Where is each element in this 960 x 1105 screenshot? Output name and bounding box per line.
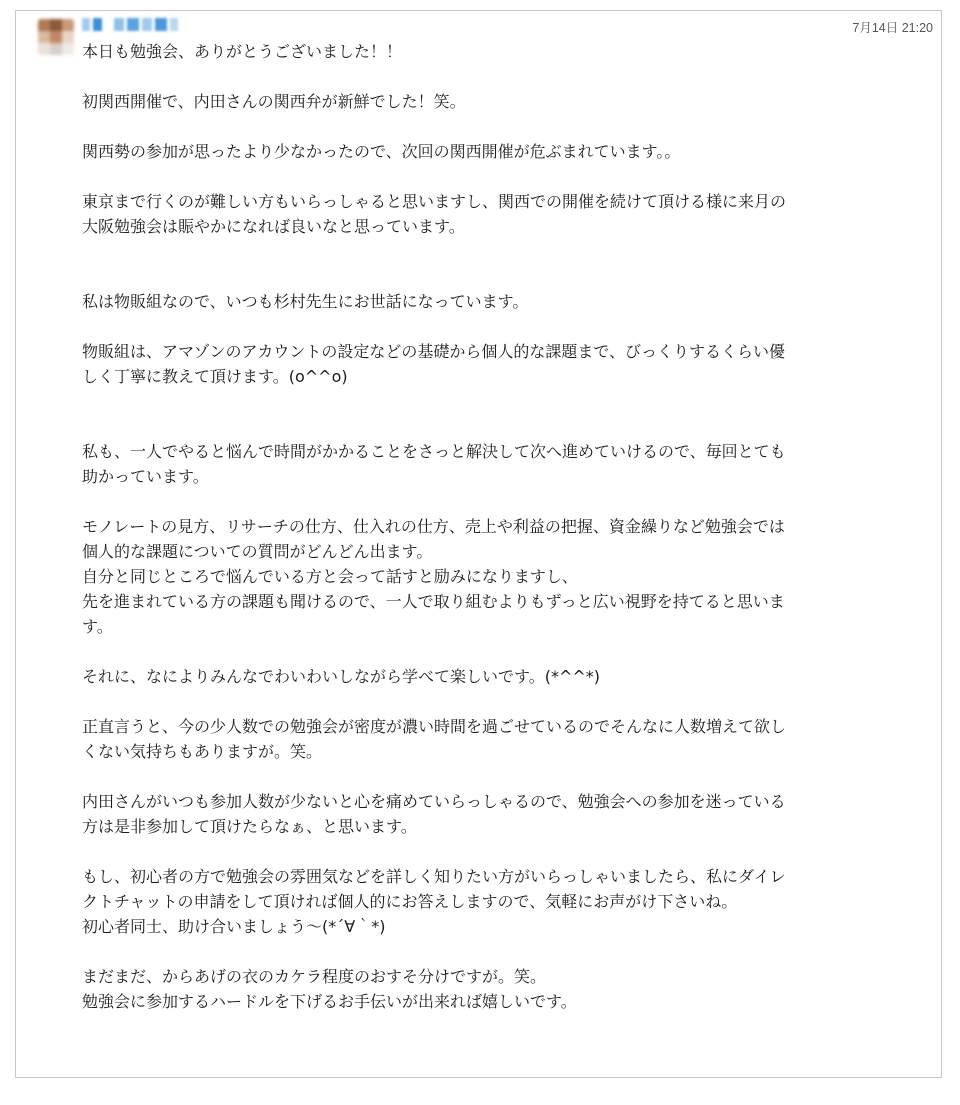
message-line: 個人的な課題についての質問がどんどん出ます。 xyxy=(82,542,433,561)
message-line xyxy=(82,689,872,714)
message-card xyxy=(15,10,942,1078)
username[interactable] xyxy=(82,18,178,32)
message-line: 内田さんがいつも参加人数が少ないと心を痛めていらっしゃるので、勉強会への参加を迷っている xyxy=(82,792,786,811)
message-line: 私も、一人でやると悩んで時間がかかることをさっと解決して次へ進めていけるので、毎回とても xyxy=(82,442,786,461)
message-line: 私は物販組なので、いつも杉村先生にお世話になっています。 xyxy=(82,292,529,311)
message-line: くない気持ちもありますが。笑。 xyxy=(82,742,323,761)
message-line: 物販組は、アマゾンのアカウントの設定などの基礎から個人的な課題まで、びっくりするくらい優 xyxy=(82,342,786,361)
username-label xyxy=(82,18,172,33)
message-line xyxy=(82,764,872,789)
message-line: 先を進まれている方の課題も聞けるので、一人で取り組むよりもずっと広い視野を持てると思いま xyxy=(82,592,785,611)
message-line: 大阪勉強会は賑やかになれば良いなと思っています。 xyxy=(82,217,465,236)
message-line: す。 xyxy=(82,617,113,636)
message-line xyxy=(82,314,872,339)
timestamp[interactable]: 7月14日 21:20 xyxy=(852,21,933,35)
message-line: クトチャットの申請をして頂ければ個人的にお答えしますので、気軽にお声がけ下さいね。 xyxy=(82,892,738,911)
message-line: しく丁寧に教えて頂けます。(o^^o) xyxy=(82,367,348,386)
message-line xyxy=(82,389,872,414)
message-line: 関西勢の参加が思ったより少なかったので、次回の関西開催が危ぶまれています。。 xyxy=(82,142,681,161)
message-line xyxy=(82,939,872,964)
message-line: 助かっています。 xyxy=(82,467,209,486)
message-line xyxy=(82,239,872,264)
message-body xyxy=(82,39,872,1014)
message-line: 正直言うと、今の少人数での勉強会が密度が濃い時間を過ごせているのでそんなに人数増えて欲し xyxy=(82,717,787,736)
message-line xyxy=(82,64,872,89)
message-line: まだまだ、からあげの衣のカケラ程度のおすそ分けですが。笑。 xyxy=(82,967,547,986)
message-line: 初関西開催で、内田さんの関西弁が新鮮でした！笑。 xyxy=(82,92,466,111)
message-line: 初心者同士、助け合いましょう〜(*´∀｀*) xyxy=(82,917,386,936)
message-line: 自分と同じところで悩んでいる方と会って話すと励みになりますし、 xyxy=(82,567,578,586)
avatar[interactable] xyxy=(38,19,74,55)
message-line: 東京まで行くのが難しい方もいらっしゃると思いますし、関西での開催を続けて頂ける様に来月の xyxy=(82,192,787,211)
message-line xyxy=(82,164,872,189)
message-line xyxy=(82,639,872,664)
message-line xyxy=(82,489,872,514)
message-line: 本日も勉強会、ありがとうございました！！ xyxy=(82,42,403,61)
message-line: 勉強会に参加するハードルを下げるお手伝いが出来れば嬉しいです。 xyxy=(82,992,577,1011)
message-line: モノレートの見方、リサーチの仕方、仕入れの仕方、売上や利益の把握、資金繰りなど勉強会では xyxy=(82,517,785,536)
message-line xyxy=(82,839,872,864)
message-line: 方は是非参加して頂けたらなぁ、と思います。 xyxy=(82,817,417,836)
message-line xyxy=(82,264,872,289)
message-line xyxy=(82,114,872,139)
message-line: それに、なによりみんなでわいわいしながら学べて楽しいです。(*^^*) xyxy=(82,667,601,686)
message-line: もし、初心者の方で勉強会の雰囲気などを詳しく知りたい方がいらっしゃいましたら、私にダイレ xyxy=(82,867,786,886)
message-line xyxy=(82,414,872,439)
